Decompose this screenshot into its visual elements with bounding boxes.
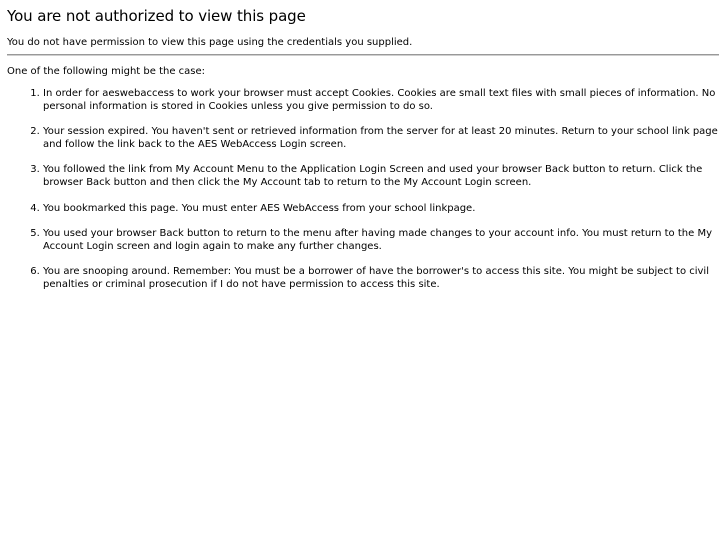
reasons-list: [7, 88, 720, 292]
reason-item: 4. You bookmarked this page. You must enter AES WebAccess from your school linkpage.: [43, 203, 720, 216]
error-page: [7, 0, 720, 305]
reason-item: 1. In order for aeswebaccess to work your browser must accept Cookies. Cookies are small text files with small pieces of information. No personal information is stored in Cookies unless you give permission to do so.: [43, 88, 720, 113]
reason-item: 3. You followed the link from My Account Menu to the Application Login Screen and used your browser Back button to return. Click the browser Back button and then click the My Account tab to return to the My Account Login screen.: [43, 164, 720, 189]
page-subtitle: You do not have permission to view this page using the credentials you supplied.: [7, 37, 413, 48]
page-title: You are not authorized to view this page: [7, 7, 306, 25]
reason-item: 2. Your session expired. You haven't sent or retrieved information from the server for at least 20 minutes. Return to your school link page and follow the link back to the AES WebAccess Login screen.: [43, 126, 720, 151]
intro-text: One of the following might be the case:: [7, 66, 206, 77]
reason-item: 5. You used your browser Back button to return to the menu after having made changes to your account info. You must return to the My Account Login screen and login again to make any further changes.: [43, 228, 720, 253]
reason-item: 6. You are snooping around. Remember: You must be a borrower of have the borrower's to access this site. You might be subject to civil penalties or criminal prosecution if I do not have permission to access this site.: [43, 266, 720, 291]
divider: [7, 54, 719, 56]
